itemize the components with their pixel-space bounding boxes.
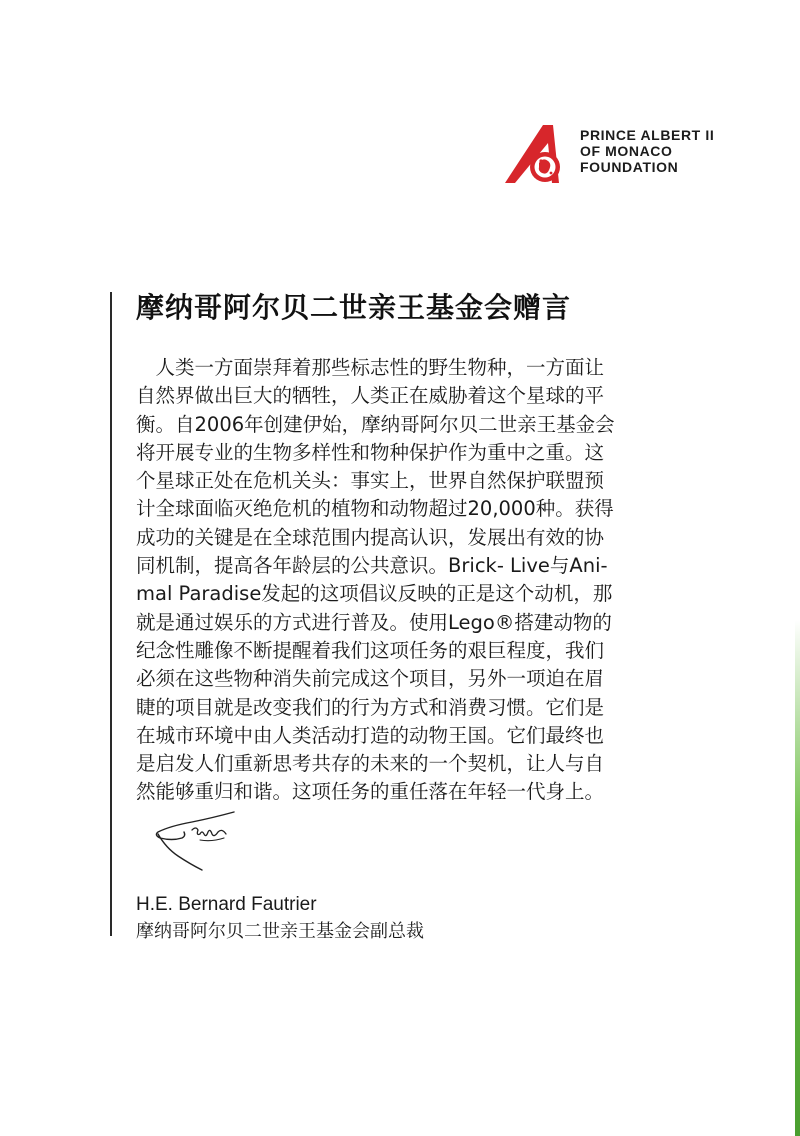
signer-position: 摩纳哥阿尔贝二世亲王基金会副总裁 (136, 921, 424, 942)
body-line: 成功的关键是在全球范围内提高认识，发展出有效的协 (136, 525, 605, 549)
logo-line-3: FOUNDATION (580, 159, 679, 175)
body-line: 人类一方面崇拜着那些标志性的野生物种，一方面让 (136, 356, 605, 379)
page-title: 摩纳哥阿尔贝二世亲王基金会赠言 (136, 291, 572, 324)
body-line: 个星球正处在危机关头：事实上，世界自然保护联盟预 (136, 469, 605, 493)
body-line: 是启发人们重新思考共存的未来的一个契机，让人与自 (136, 752, 605, 776)
body-line: 睫的项目就是改变我们的行为方式和消费习惯。它们是 (136, 695, 605, 719)
body-line: 衡。自2006年创建伊始，摩纳哥阿尔贝二世亲王基金会 (136, 412, 615, 436)
body-line: 将开展专业的生物多样性和物种保护作为重中之重。这 (136, 440, 605, 464)
logo-line-2: OF MONACO (580, 143, 673, 159)
left-vertical-rule (110, 292, 112, 936)
body-line: 必须在这些物种消失前完成这个项目，另外一项迫在眉 (136, 667, 605, 691)
body-line: 同机制，提高各年龄层的公共意识。Brick- Live与Ani- (136, 554, 608, 578)
logo-wordmark (580, 127, 714, 175)
body-line: 然能够重归和谐。这项任务的重任落在年轻一代身上。 (136, 780, 605, 804)
body-line: mal Paradise发起的这项倡议反映的正是这个动机，那 (136, 582, 613, 606)
foundation-logo (503, 123, 733, 185)
body-line: 纪念性雕像不断提醒着我们这项任务的艰巨程度，我们 (136, 638, 605, 662)
handwritten-signature-icon (152, 808, 242, 878)
logo-line-1: PRINCE ALBERT II (580, 127, 715, 143)
green-edge-decoration (795, 620, 800, 1136)
signer-name: H.E. Bernard Fautrier (136, 894, 317, 915)
body-line: 在城市环境中由人类活动打造的动物王国。它们最终也 (136, 723, 605, 747)
body-line: 自然界做出巨大的牺牲，人类正在威胁着这个星球的平 (136, 384, 605, 408)
body-paragraph (136, 354, 646, 807)
red-a-triangle-logo-icon (503, 123, 571, 185)
body-line: 就是通过娱乐的方式进行普及。使用Lego®搭建动物的 (136, 610, 612, 634)
body-line: 计全球面临灭绝危机的植物和动物超过20,000种。获得 (136, 497, 614, 521)
